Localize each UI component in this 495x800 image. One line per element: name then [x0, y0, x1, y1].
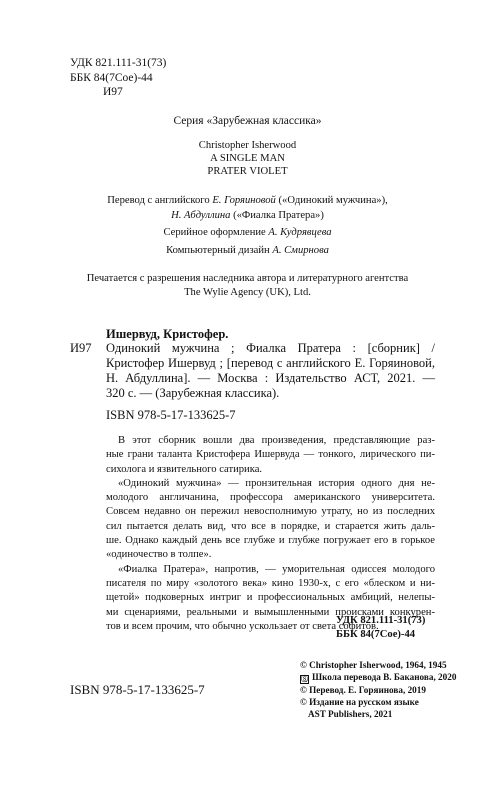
annotation-line: В этот сборник вошли два произведения, представляющие раз-: [118, 435, 435, 446]
translation-credit: [0, 194, 495, 223]
catalog-line: Н. Абдуллина]. — Москва : Издательство АСТ, 2021. —: [106, 371, 435, 385]
annotation-line: ше. Однако каждый день все глубже и глубже погружает его в горькое: [106, 535, 435, 547]
series-designer: А. Кудрявцева: [268, 227, 332, 238]
permission-block: [0, 272, 495, 300]
author-mark: И97: [103, 86, 123, 98]
catalog-line: Кристофер Ишервуд ; [перевод с английского Е. Горяиновой,: [106, 356, 435, 370]
series-design-credit: [0, 226, 495, 241]
annotation-line: ные грани таланта Кристофера Ишервуда — тонкого, лирического пи-: [106, 449, 435, 461]
translation-prefix: Перевод с английского: [107, 195, 213, 206]
annotation-line: Совсем недавно он пережил невосполнимую утрату, но из последних: [106, 506, 435, 518]
bottom-udk: УДК 821.111-31(73): [336, 615, 426, 626]
computer-design-credit: [0, 244, 495, 259]
annotation-line: «одиночество в толпе».: [106, 549, 212, 561]
annotation-paragraph-2: [106, 477, 435, 563]
annotation-line: «Фиалка Пратера», напротив, — уморительная одиссея молодого: [118, 563, 435, 575]
copyright-seal-icon: Ⓢ: [301, 675, 308, 683]
work-2: («Фиалка Пратера»): [230, 209, 324, 221]
annotation: [106, 434, 435, 634]
original-title-block: [0, 139, 495, 178]
series-design-label: Серийное оформление: [163, 227, 269, 238]
annotation-line: щетой» подковерных интриг и профессиональных амбиций, нелепы-: [106, 592, 435, 604]
original-title-1: A SINGLE MAN: [210, 153, 285, 164]
copyright-line: © Перевод. Е. Горяинова, 2019: [300, 685, 426, 695]
catalog-line: Одинокий мужчина ; Фиалка Пратера : [сборник] /: [106, 341, 435, 355]
computer-designer: А. Смирнова: [272, 245, 329, 256]
copyright-line: © Издание на русском языке: [300, 697, 419, 707]
catalog-isbn: ISBN 978-5-17-133625-7: [106, 408, 236, 422]
annotation-line: сил пытается делать вид, что все в порядке, и старается жить даль-: [106, 520, 435, 532]
copyright-line: Школа перевода В. Баканова, 2020: [312, 672, 457, 682]
catalog-mark: И97: [70, 341, 92, 355]
copyright-line: © Christopher Isherwood, 1964, 1945: [300, 660, 447, 670]
permission-line-1: Печатается с разрешения наследника автора и литературного агентства: [86, 273, 409, 284]
permission-line-2: The Wylie Agency (UK), Ltd.: [184, 287, 311, 298]
computer-design-label: Компьютерный дизайн: [166, 245, 273, 256]
copyright-line: AST Publishers, 2021: [308, 709, 393, 719]
annotation-line: ми сценариями, реальными и вымышленными происками конкурен-: [106, 606, 435, 618]
translator-1: Е. Горяиновой: [212, 195, 276, 206]
annotation-line: тов и всем прочим, что обычно ускользает от света софитов.: [106, 620, 379, 632]
original-title-2: PRATER VIOLET: [207, 166, 288, 177]
bottom-codes: [336, 614, 425, 642]
catalog-line: 320 с. — (Зарубежная классика).: [106, 386, 280, 400]
udk-code: УДК 821.111-31(73): [70, 57, 167, 69]
annotation-line: молодого англичанина, профессора американского университета.: [106, 492, 435, 504]
annotation-line: сихолога и язвительного сатирика.: [106, 463, 263, 475]
annotation-line: писателя по миру «золотого века» кино 1930-х, с его «блеском и ни-: [106, 577, 435, 589]
work-1: («Одинокий мужчина»),: [275, 195, 388, 206]
original-author: Christopher Isherwood: [198, 140, 297, 151]
copyright-block: [300, 659, 456, 720]
series-line: Серия «Зарубежная классика»: [173, 115, 322, 127]
translator-2: Н. Абдуллина: [171, 209, 231, 221]
bottom-isbn: ISBN 978-5-17-133625-7: [70, 682, 205, 697]
catalog-description: [106, 341, 435, 401]
catalog-heading: Ишервуд, Кристофер.: [106, 327, 229, 341]
bottom-bbk: ББК 84(7Сое)-44: [336, 629, 416, 640]
annotation-line: «Одинокий мужчина» — пронзительная история одного дня не-: [118, 477, 435, 489]
classification-block: [70, 56, 166, 100]
annotation-paragraph-1: [106, 434, 435, 477]
bbk-code: ББК 84(7Сое)-44: [70, 71, 153, 84]
copyright-line-seal: [300, 671, 456, 684]
